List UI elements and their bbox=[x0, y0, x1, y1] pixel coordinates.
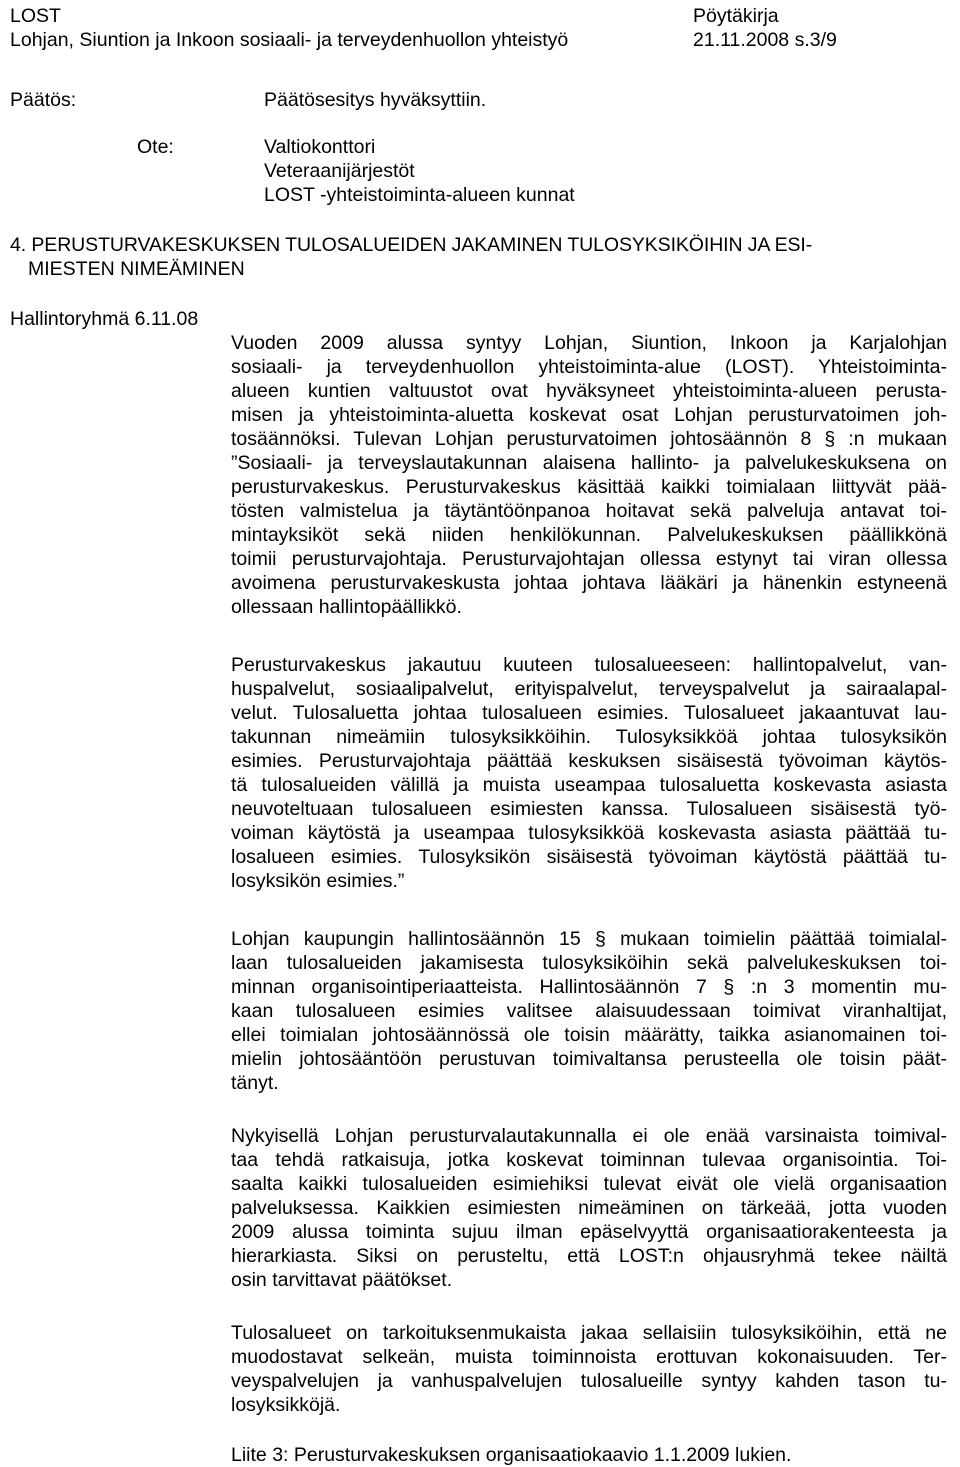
paragraph-line: velut. Tulosaluetta johtaa tulosalueen esimies. Tulosalueet jakaantuvat lau- bbox=[231, 702, 947, 724]
section-heading-line2: MIESTEN NIMEÄMINEN bbox=[28, 258, 245, 280]
paragraph-line: losyksikköjä. bbox=[231, 1394, 341, 1416]
paragraph-line: laan tulosalueiden jakamisesta tulosyksiköihin sekä palvelukeskuksen toi- bbox=[231, 952, 947, 974]
paragraph-line: saalta kaikki tulosalueiden esimiehiksi tulevat eivät ole vielä organisaation bbox=[231, 1173, 947, 1195]
paragraph-line: tänyt. bbox=[231, 1072, 279, 1094]
paragraph-line: losyksikön esimies.” bbox=[231, 870, 405, 892]
header-date-page: 21.11.2008 s.3/9 bbox=[693, 29, 837, 51]
header-org-full: Lohjan, Siuntion ja Inkoon sosiaali- ja terveydenhuollon yhteistyö bbox=[10, 29, 569, 51]
paragraph-line: avoimena perusturvakeskusta johtaa johtava lääkäri ja hänenkin estyneenä bbox=[231, 572, 947, 594]
paragraph-line: 2009 alussa toiminta sujuu ilman epäselvyyttä organisaatiorakenteesta ja bbox=[231, 1221, 947, 1243]
paragraph-line: mielin johtosääntöön perustuvan toimivaltansa perusteella ole toisin päät- bbox=[231, 1048, 947, 1070]
ote-label: Ote: bbox=[137, 136, 174, 158]
paragraph-line: palveluksessa. Kaikkien esimiesten nimeäminen on tärkeää, jotta vuoden bbox=[231, 1197, 947, 1219]
paragraph-line: Vuoden 2009 alussa syntyy Lohjan, Siuntion, Inkoon ja Karjalohjan bbox=[231, 332, 947, 354]
paragraph-line: Perusturvakeskus jakautuu kuuteen tulosalueeseen: hallintopalvelut, van- bbox=[231, 654, 947, 676]
section-heading-line1: 4. PERUSTURVAKESKUKSEN TULOSALUEIDEN JAKAMINEN TULOSYKSIKÖIHIN JA ESI- bbox=[10, 234, 813, 256]
decision-text: Päätösesitys hyväksyttiin. bbox=[264, 89, 487, 111]
paragraph-line: veyspalvelujen ja vanhuspalvelujen tulosalueille syntyy kahden tason tu- bbox=[231, 1370, 947, 1392]
paragraph-line: Lohjan kaupungin hallintosäännön 15 § mukaan toimielin päättää toimialal- bbox=[231, 928, 947, 950]
paragraph-hallintosaanto bbox=[231, 927, 947, 1095]
paragraph-line: minnan organisointiperiaatteista. Hallintosäännön 7 § :n 3 momentin mu- bbox=[231, 976, 947, 998]
paragraph-line: voiman käytöstä ja useampaa tulosyksikköä koskevasta asiasta päättää tu- bbox=[231, 822, 947, 844]
paragraph-line: hierarkiasta. Siksi on perusteltu, että LOST:n ohjausryhmä tekee näiltä bbox=[231, 1245, 947, 1267]
paragraph-line: mintayksiköt sekä niiden henkilökunnan. Palvelukeskuksen päällikkönä bbox=[231, 524, 947, 546]
paragraph-line: neuvoteltuaan tulosalueen esimiesten kanssa. Tulosalueen sisäisestä työ- bbox=[231, 798, 947, 820]
paragraph-line: muodostavat selkeän, muista toiminnoista erottuvan kokonaisuuden. Ter- bbox=[231, 1346, 947, 1368]
paragraph-line: osin tarvittavat päätökset. bbox=[231, 1269, 453, 1291]
paragraph-line: taa tehdä ratkaisuja, jotka koskevat toiminnan tulevaa organisointia. Toi- bbox=[231, 1149, 947, 1171]
paragraph-line: ollessaan hallintopäällikkö. bbox=[231, 596, 462, 618]
paragraph-line: tosäännöksi. Tulevan Lohjan perusturvatoimen johtosäännön 8 § :n mukaan bbox=[231, 428, 947, 450]
paragraph-line: toimii perusturvajohtaja. Perusturvajohtajan ollessa estynyt tai viran ollessa bbox=[231, 548, 947, 570]
paragraph-line: ”Sosiaali- ja terveyslautakunnan alaisena hallinto- ja palvelukeskuksena on bbox=[231, 452, 947, 474]
paragraph-line: esimies. Perusturvajohtaja päättää keskuksen sisäisestä työvoiman käytös- bbox=[231, 750, 947, 772]
section-ref: Hallintoryhmä 6.11.08 bbox=[10, 308, 199, 330]
paragraph-line: tösten valmistelua ja täytäntöönpanoa hoitavat sekä palveluja antavat toi- bbox=[231, 500, 947, 522]
recipient: LOST -yhteistoiminta-alueen kunnat bbox=[264, 184, 575, 206]
decision-label: Päätös: bbox=[10, 89, 77, 111]
paragraph-intro bbox=[231, 331, 947, 619]
header-doc-type: Pöytäkirja bbox=[693, 5, 779, 27]
paragraph-line: tä tulosalueiden välillä ja muista useampaa tulosaluetta koskevasta asiasta bbox=[231, 774, 947, 796]
paragraph-line: Tulosalueet on tarkoituksenmukaista jakaa sellaisiin tulosyksiköihin, että ne bbox=[231, 1322, 947, 1344]
paragraph-line: ellei toimialan johtosäännössä ole toisin määrätty, taikka asianomainen toi- bbox=[231, 1024, 947, 1046]
paragraph-line: misen ja yhteistoiminta-aluetta koskevat osat Lohjan perusturvatoimen joh- bbox=[231, 404, 947, 426]
paragraph-tulosalueet bbox=[231, 653, 947, 893]
paragraph-line: losalueen esimies. Tulosyksikön sisäisestä työvoiman käytöstä päättää tu- bbox=[231, 846, 947, 868]
header-org-short: LOST bbox=[10, 5, 61, 27]
paragraph-line: takunnan nimeämiin tulosyksikköihin. Tulosyksikköä johtaa tulosyksikön bbox=[231, 726, 947, 748]
paragraph-line: kaan tulosalueen esimies valitsee alaisuudessaan toimivat viranhaltijat, bbox=[231, 1000, 947, 1022]
paragraph-organisointi bbox=[231, 1124, 947, 1292]
attachment-note: Liite 3: Perusturvakeskuksen organisaatiokaavio 1.1.2009 lukien. bbox=[231, 1444, 792, 1466]
recipient: Veteraanijärjestöt bbox=[264, 160, 415, 182]
paragraph-line: alueen kuntien valtuustot ovat hyväksyneet yhteistoiminta-alueen perusta- bbox=[231, 380, 947, 402]
paragraph-line: perusturvakeskus. Perusturvakeskus käsittää kaikki toimialaan liittyvät pää- bbox=[231, 476, 947, 498]
recipient: Valtiokonttori bbox=[264, 136, 376, 158]
paragraph-line: huspalvelut, sosiaalipalvelut, erityispalvelut, terveyspalvelut ja sairaalapal- bbox=[231, 678, 947, 700]
paragraph-line: Nykyisellä Lohjan perusturvalautakunnalla ei ole enää varsinaista toimival- bbox=[231, 1125, 947, 1147]
paragraph-tulosyksikot bbox=[231, 1321, 947, 1417]
paragraph-line: sosiaali- ja terveydenhuollon yhteistoiminta-alue (LOST). Yhteistoiminta- bbox=[231, 356, 947, 378]
